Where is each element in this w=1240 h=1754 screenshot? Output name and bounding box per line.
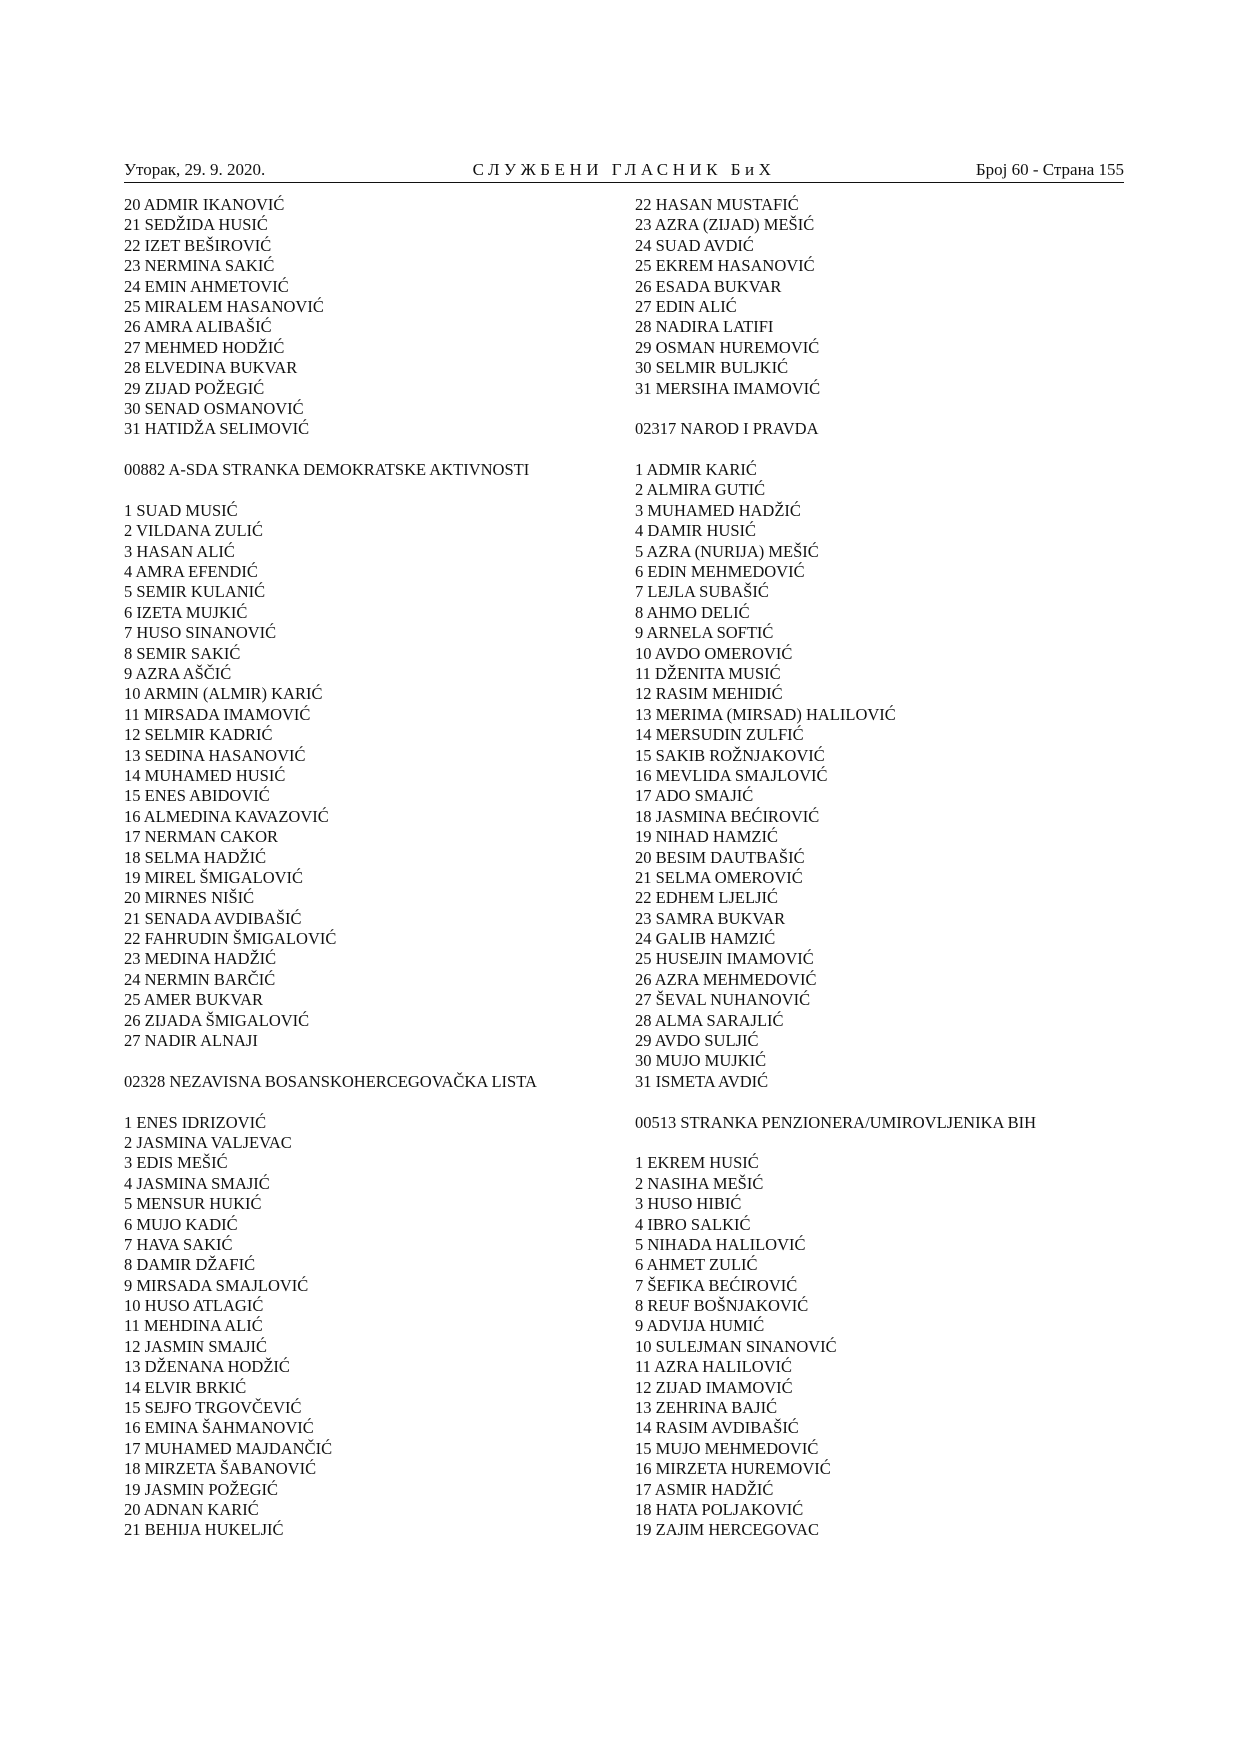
candidate-entry: 25 EKREM HASANOVIĆ xyxy=(635,256,815,276)
candidate-entry: 29 ZIJAD POŽEGIĆ xyxy=(124,378,265,398)
candidate-entry: 13 MERIMA (MIRSAD) HALILOVIĆ xyxy=(635,704,896,724)
candidate-entry: 25 AMER BUKVAR xyxy=(124,990,264,1010)
candidate-entry: 23 AZRA (ZIJAD) MEŠIĆ xyxy=(635,215,815,235)
candidate-entry: 4 AMRA EFENDIĆ xyxy=(124,562,258,582)
candidate-entry: 28 ALMA SARAJLIĆ xyxy=(635,1010,784,1030)
candidate-entry: 18 SELMA HADŽIĆ xyxy=(124,847,267,867)
candidate-entry: 21 BEHIJA HUKELJIĆ xyxy=(124,1520,284,1540)
candidate-entry: 13 ZEHRINA BAJIĆ xyxy=(635,1398,778,1418)
blank-line xyxy=(635,440,1125,460)
candidate-entry: 26 ESADA BUKVAR xyxy=(635,276,782,296)
candidate-entry: 27 NADIR ALNAJI xyxy=(124,1031,258,1051)
candidate-entry: 31 MERSIHA IMAMOVIĆ xyxy=(635,378,821,398)
candidate-entry: 20 ADNAN KARIĆ xyxy=(124,1500,259,1519)
candidate-entry: 30 SELMIR BULJKIĆ xyxy=(635,358,789,378)
candidate-entry: 23 MEDINA HADŽIĆ xyxy=(124,949,277,969)
candidate-entry: 24 NERMIN BARČIĆ xyxy=(124,969,276,989)
party-heading: 00513 STRANKA PENZIONERA/UMIROVLJENIKA BIH xyxy=(635,1112,1037,1132)
candidate-entry: 29 AVDO SULJIĆ xyxy=(635,1031,759,1051)
candidate-entry: 10 SULEJMAN SINANOVIĆ xyxy=(635,1336,837,1356)
candidate-entry: 17 ASMIR HADŽIĆ xyxy=(635,1479,774,1499)
candidate-entry: 10 ARMIN (ALMIR) KARIĆ xyxy=(124,684,323,704)
party-heading: 02328 NEZAVISNA BOSANSKOHERCEGOVAČKA LISTA xyxy=(124,1071,537,1091)
candidate-entry: 8 SEMIR SAKIĆ xyxy=(124,643,241,663)
candidate-entry: 4 IBRO SALKIĆ xyxy=(635,1214,751,1234)
candidate-entry: 26 ZIJADA ŠMIGALOVIĆ xyxy=(124,1010,310,1030)
candidate-entry: 9 MIRSADA SMAJLOVIĆ xyxy=(124,1275,309,1295)
candidate-entry: 6 AHMET ZULIĆ xyxy=(635,1255,758,1275)
candidate-entry: 30 MUJO MUJKIĆ xyxy=(635,1051,767,1071)
candidate-entry: 22 IZET BEŠIROVIĆ xyxy=(124,235,272,255)
candidate-entry: 2 ALMIRA GUTIĆ xyxy=(635,480,766,500)
candidate-entry: 19 JASMIN POŽEGIĆ xyxy=(124,1479,279,1499)
candidate-entry: 2 VILDANA ZULIĆ xyxy=(124,521,264,541)
candidate-entry: 12 JASMIN SMAJIĆ xyxy=(124,1336,268,1356)
candidate-entry: 14 MERSUDIN ZULFIĆ xyxy=(635,725,804,745)
candidate-entry: 11 MIRSADA IMAMOVIĆ xyxy=(124,704,311,724)
candidate-entry: 19 ZAJIM HERCEGOVAC xyxy=(635,1520,819,1540)
candidate-entry: 25 HUSEJIN IMAMOVIĆ xyxy=(635,949,814,969)
party-heading: 00882 A-SDA STRANKA DEMOKRATSKE AKTIVNOSTI xyxy=(124,460,530,480)
candidate-entry: 14 ELVIR BRKIĆ xyxy=(124,1377,247,1397)
left-column xyxy=(124,195,614,1541)
candidate-entry: 14 MUHAMED HUSIĆ xyxy=(124,765,286,785)
header-journal-title: СЛУЖБЕНИ ГЛАСНИК БиХ xyxy=(472,160,776,179)
candidate-entry: 24 GALIB HAMZIĆ xyxy=(635,929,776,949)
candidate-entry: 16 EMINA ŠAHMANOVIĆ xyxy=(124,1418,314,1438)
blank-line xyxy=(124,1092,614,1112)
candidate-entry: 17 MUHAMED MAJDANČIĆ xyxy=(124,1438,333,1458)
candidate-entry: 7 ŠEFIKA BEĆIROVIĆ xyxy=(635,1275,798,1295)
candidate-entry: 19 NIHAD HAMZIĆ xyxy=(635,827,778,847)
candidate-entry: 10 AVDO OMEROVIĆ xyxy=(635,643,793,663)
candidate-entry: 19 MIREL ŠMIGALOVIĆ xyxy=(124,867,304,887)
candidate-entry: 26 AZRA MEHMEDOVIĆ xyxy=(635,969,817,989)
candidate-entry: 2 JASMINA VALJEVAC xyxy=(124,1132,292,1152)
candidate-entry: 18 MIRZETA ŠABANOVIĆ xyxy=(124,1459,317,1479)
header-divider xyxy=(124,182,1124,183)
candidate-entry: 14 RASIM AVDIBAŠIĆ xyxy=(635,1418,799,1438)
candidate-entry: 28 NADIRA LATIFI xyxy=(635,317,774,337)
candidate-entry: 5 MENSUR HUKIĆ xyxy=(124,1194,262,1214)
candidate-entry: 9 ADVIJA HUMIĆ xyxy=(635,1316,765,1336)
candidate-entry: 24 SUAD AVDIĆ xyxy=(635,235,754,255)
candidate-entry: 20 MIRNES NIŠIĆ xyxy=(124,888,255,908)
candidate-entry: 17 ADO SMAJIĆ xyxy=(635,786,754,806)
candidate-entry: 15 ENES ABIDOVIĆ xyxy=(124,786,270,806)
candidate-entry: 22 HASAN MUSTAFIĆ xyxy=(635,195,799,214)
candidate-entry: 30 SENAD OSMANOVIĆ xyxy=(124,398,304,418)
candidate-entry: 8 AHMO DELIĆ xyxy=(635,602,750,622)
candidate-entry: 12 SELMIR KADRIĆ xyxy=(124,725,273,745)
right-column xyxy=(635,195,1125,1541)
candidate-entry: 13 SEDINA HASANOVIĆ xyxy=(124,745,306,765)
candidate-entry: 21 SELMA OMEROVIĆ xyxy=(635,867,803,887)
party-heading: 02317 NAROD I PRAVDA xyxy=(635,419,819,439)
candidate-entry: 3 HUSO HIBIĆ xyxy=(635,1194,742,1214)
candidate-entry: 5 SEMIR KULANIĆ xyxy=(124,582,266,602)
candidate-entry: 1 SUAD MUSIĆ xyxy=(124,500,238,520)
candidate-entry: 12 RASIM MEHIDIĆ xyxy=(635,684,783,704)
header-date: Уторак, 29. 9. 2020. xyxy=(124,160,266,179)
candidate-entry: 8 REUF BOŠNJAKOVIĆ xyxy=(635,1296,809,1316)
candidate-entry: 21 SENADA AVDIBAŠIĆ xyxy=(124,908,302,928)
blank-line xyxy=(635,1133,1125,1153)
candidate-entry: 22 FAHRUDIN ŠMIGALOVIĆ xyxy=(124,929,337,949)
candidate-entry: 7 LEJLA SUBAŠIĆ xyxy=(635,582,769,602)
candidate-entry: 29 OSMAN HUREMOVIĆ xyxy=(635,337,820,357)
candidate-entry: 15 SAKIB ROŽNJAKOVIĆ xyxy=(635,745,825,765)
candidate-entry: 9 ARNELA SOFTIĆ xyxy=(635,623,774,643)
candidate-entry: 1 ENES IDRIZOVIĆ xyxy=(124,1112,267,1132)
candidate-entry: 4 JASMINA SMAJIĆ xyxy=(124,1173,270,1193)
candidate-entry: 6 IZETA MUJKIĆ xyxy=(124,602,248,622)
candidate-entry: 28 ELVEDINA BUKVAR xyxy=(124,358,298,378)
blank-line xyxy=(635,1092,1125,1112)
candidate-entry: 7 HAVA SAKIĆ xyxy=(124,1234,233,1254)
page-header xyxy=(124,159,1124,181)
candidate-entry: 2 NASIHA MEŠIĆ xyxy=(635,1173,764,1193)
header-page-reference: Број 60 - Страна 155 xyxy=(975,160,1124,179)
candidate-entry: 21 SEDŽIDA HUSIĆ xyxy=(124,215,268,235)
candidate-entry: 27 EDIN ALIĆ xyxy=(635,296,737,316)
candidate-entry: 3 HASAN ALIĆ xyxy=(124,541,235,561)
candidate-entry: 20 ADMIR IKANOVIĆ xyxy=(124,195,285,214)
candidate-entry: 18 JASMINA BEĆIROVIĆ xyxy=(635,806,820,826)
candidate-entry: 12 ZIJAD IMAMOVIĆ xyxy=(635,1377,793,1397)
candidate-entry: 17 NERMAN CAKOR xyxy=(124,827,279,847)
candidate-entry: 15 SEJFO TRGOVČEVIĆ xyxy=(124,1398,302,1418)
candidate-entry: 27 ŠEVAL NUHANOVIĆ xyxy=(635,990,811,1010)
candidate-entry: 24 EMIN AHMETOVIĆ xyxy=(124,276,289,296)
candidate-entry: 4 DAMIR HUSIĆ xyxy=(635,521,757,541)
candidate-entry: 1 EKREM HUSIĆ xyxy=(635,1153,759,1173)
candidate-entry: 25 MIRALEM HASANOVIĆ xyxy=(124,296,324,316)
candidate-entry: 20 BESIM DAUTBAŠIĆ xyxy=(635,847,805,867)
candidate-entry: 10 HUSO ATLAGIĆ xyxy=(124,1296,264,1316)
candidate-entry: 13 DŽENANA HODŽIĆ xyxy=(124,1357,290,1377)
candidate-entry: 5 AZRA (NURIJA) MEŠIĆ xyxy=(635,541,819,561)
candidate-entry: 22 EDHEM LJELJIĆ xyxy=(635,888,778,908)
candidate-entry: 23 SAMRA BUKVAR xyxy=(635,908,786,928)
candidate-entry: 11 AZRA HALILOVIĆ xyxy=(635,1357,793,1377)
candidate-entry: 18 HATA POLJAKOVIĆ xyxy=(635,1500,804,1519)
candidate-entry: 15 MUJO MEHMEDOVIĆ xyxy=(635,1438,819,1458)
candidate-entry: 16 MIRZETA HUREMOVIĆ xyxy=(635,1459,831,1479)
candidate-entry: 26 AMRA ALIBAŠIĆ xyxy=(124,317,272,337)
candidate-entry: 9 AZRA AŠČIĆ xyxy=(124,663,232,683)
candidate-entry: 23 NERMINA SAKIĆ xyxy=(124,256,275,276)
blank-line xyxy=(124,440,614,460)
candidate-entry: 27 MEHMED HODŽIĆ xyxy=(124,337,285,357)
candidate-entry: 5 NIHADA HALILOVIĆ xyxy=(635,1234,806,1254)
blank-line xyxy=(124,480,614,500)
candidate-entry: 7 HUSO SINANOVIĆ xyxy=(124,623,277,643)
candidate-entry: 6 EDIN MEHMEDOVIĆ xyxy=(635,562,805,582)
candidate-entry: 3 EDIS MEŠIĆ xyxy=(124,1153,228,1173)
candidate-entry: 11 MEHDINA ALIĆ xyxy=(124,1316,263,1336)
candidate-entry: 1 ADMIR KARIĆ xyxy=(635,460,757,480)
candidate-entry: 6 MUJO KADIĆ xyxy=(124,1214,238,1234)
candidate-entry: 3 MUHAMED HADŽIĆ xyxy=(635,500,801,520)
blank-line xyxy=(635,399,1125,419)
candidate-entry: 31 HATIDŽA SELIMOVIĆ xyxy=(124,419,310,439)
candidate-entry: 16 ALMEDINA KAVAZOVIĆ xyxy=(124,806,329,826)
candidate-entry: 11 DŽENITA MUSIĆ xyxy=(635,663,781,683)
candidate-entry: 31 ISMETA AVDIĆ xyxy=(635,1071,769,1091)
candidate-entry: 8 DAMIR DŽAFIĆ xyxy=(124,1255,256,1275)
blank-line xyxy=(124,1051,614,1071)
candidate-entry: 16 MEVLIDA SMAJLOVIĆ xyxy=(635,765,828,785)
